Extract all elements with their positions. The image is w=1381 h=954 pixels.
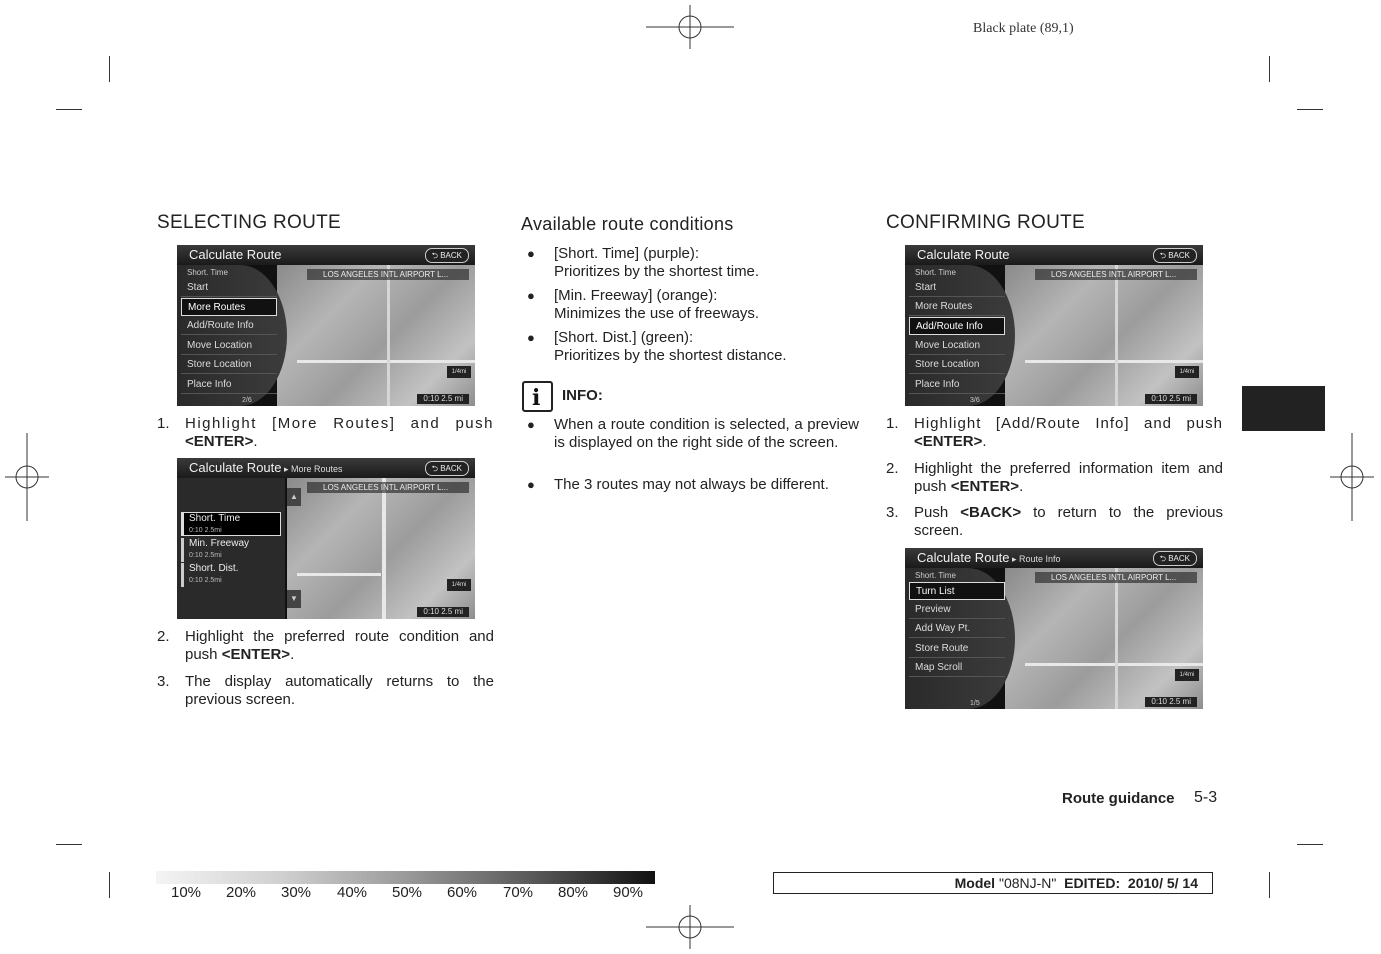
route-list-panel bbox=[177, 478, 298, 619]
model-info-box: Model "08NJ-N" EDITED: 2010/ 5/ 14 bbox=[773, 872, 1213, 894]
map-scale: 1/4mi bbox=[447, 579, 471, 591]
section-title-selecting-route: SELECTING ROUTE bbox=[157, 212, 341, 233]
crop-mark bbox=[56, 109, 82, 110]
page-indicator: 2/6 bbox=[242, 397, 252, 404]
bullet-icon: ● bbox=[527, 330, 535, 345]
density-label: 10% bbox=[171, 884, 202, 901]
menu-item-selected: Turn List bbox=[909, 582, 1005, 600]
menu-item: Store Route bbox=[909, 640, 1005, 658]
address-bar: LOS ANGELES INTL AIRPORT L... bbox=[307, 482, 469, 493]
screen-menu bbox=[905, 265, 1015, 406]
menu-item: Place Info bbox=[181, 376, 277, 394]
map-scale: 1/4mi bbox=[1175, 669, 1199, 681]
menu-item: Preview bbox=[909, 601, 1005, 619]
crop-mark bbox=[56, 844, 82, 845]
registration-mark-bottom bbox=[646, 905, 734, 949]
crop-mark bbox=[1269, 56, 1270, 82]
section-title-route-conditions: Available route conditions bbox=[521, 214, 734, 234]
density-label: 90% bbox=[613, 884, 644, 901]
menu-head: Short. Time bbox=[187, 268, 228, 277]
page-indicator: 1/5 bbox=[970, 700, 980, 707]
crop-mark bbox=[109, 56, 110, 82]
density-label: 30% bbox=[281, 884, 312, 901]
bullet-icon: ● bbox=[527, 246, 535, 261]
map-view bbox=[287, 478, 475, 619]
footer-section-title: Route guidance bbox=[1062, 790, 1175, 807]
menu-item: Start bbox=[181, 279, 277, 297]
bullet-icon: ● bbox=[527, 288, 535, 303]
registration-mark-left bbox=[5, 433, 49, 521]
address-bar: LOS ANGELES INTL AIRPORT L... bbox=[1035, 572, 1197, 583]
menu-item: Store Location bbox=[909, 356, 1005, 374]
nav-screen-calculate-route bbox=[177, 245, 475, 406]
menu-item: Move Location bbox=[181, 337, 277, 355]
menu-item: Add Way Pt. bbox=[909, 620, 1005, 638]
back-button: ⮌ BACK bbox=[425, 461, 469, 476]
screen-menu bbox=[905, 568, 1015, 709]
back-button: ⮌ BACK bbox=[1153, 248, 1197, 263]
back-button: ⮌ BACK bbox=[425, 248, 469, 263]
step-item: 3. The display automatically returns to the previous screen. bbox=[157, 673, 494, 708]
crop-mark bbox=[1297, 844, 1323, 845]
map-scale: 1/4mi bbox=[1175, 366, 1199, 378]
back-icon: ⮌ bbox=[1159, 251, 1169, 260]
back-button: ⮌ BACK bbox=[1153, 551, 1197, 566]
menu-item: More Routes bbox=[909, 298, 1005, 316]
route-option-selected: Short. Time 0:10 2.5mi bbox=[181, 512, 281, 536]
nav-screen-more-routes bbox=[177, 458, 475, 619]
page-number: 5-3 bbox=[1194, 789, 1218, 806]
route-summary: 0:10 2.5 mi bbox=[1145, 697, 1197, 707]
screen-header: Calculate Route bbox=[177, 245, 475, 265]
crop-mark bbox=[1269, 872, 1270, 898]
menu-head: Short. Time bbox=[915, 268, 956, 277]
section-title-confirming-route: CONFIRMING ROUTE bbox=[886, 212, 1086, 233]
route-summary: 0:10 2.5 mi bbox=[417, 394, 469, 404]
bullet-icon: ● bbox=[527, 477, 535, 492]
step-item: 1. Highlight [Add/Route Info] and push <ENTER>. bbox=[886, 415, 1223, 450]
step-item: 2. Highlight the preferred information item and push <ENTER>. bbox=[886, 460, 1223, 495]
registration-mark-top bbox=[646, 5, 734, 49]
step-item: 1. Highlight [More Routes] and push <ENTER>. bbox=[157, 415, 494, 450]
bullet-item: ● [Min. Freeway] (orange): Minimizes the use of freeways. bbox=[527, 287, 760, 322]
map-view bbox=[1005, 568, 1203, 709]
back-icon: ⮌ bbox=[431, 464, 441, 473]
registration-mark-right bbox=[1330, 433, 1374, 521]
info-icon: i bbox=[522, 381, 553, 412]
screen-header: Calculate Route bbox=[905, 245, 1203, 265]
page-indicator: 3/6 bbox=[970, 397, 980, 404]
nav-screen-calculate-route-info bbox=[905, 245, 1203, 406]
map-view bbox=[277, 265, 475, 406]
menu-item-selected: More Routes bbox=[181, 298, 277, 316]
bullet-icon: ● bbox=[527, 417, 535, 432]
info-bullet: ● The 3 routes may not always be different. bbox=[527, 476, 829, 493]
route-option: Min. Freeway 0:10 2.5mi bbox=[181, 538, 281, 562]
plate-label: Black plate (89,1) bbox=[973, 21, 1074, 36]
crop-mark bbox=[1297, 109, 1323, 110]
menu-head: Short. Time bbox=[915, 571, 956, 580]
density-bar bbox=[156, 871, 655, 884]
density-label: 70% bbox=[503, 884, 534, 901]
address-bar: LOS ANGELES INTL AIRPORT L... bbox=[1035, 269, 1197, 280]
step-item: 3. Push <BACK> to return to the previous screen. bbox=[886, 504, 1224, 539]
info-bullet: ● When a route condition is selected, a preview is displayed on the right side of the screen. bbox=[527, 416, 859, 451]
route-option: Short. Dist. 0:10 2.5mi bbox=[181, 563, 281, 587]
screen-header: Calculate Route ▸ More Routes bbox=[177, 458, 475, 478]
menu-item: Start bbox=[909, 279, 1005, 297]
route-summary: 0:10 2.5 mi bbox=[417, 607, 469, 617]
back-icon: ⮌ bbox=[1159, 554, 1169, 563]
density-label: 80% bbox=[558, 884, 589, 901]
bullet-item: ● [Short. Dist.] (green): Prioritizes by the shortest distance. bbox=[527, 329, 787, 364]
screen-menu bbox=[177, 265, 287, 406]
map-view bbox=[1005, 265, 1203, 406]
menu-item: Place Info bbox=[909, 376, 1005, 394]
density-label: 40% bbox=[337, 884, 368, 901]
info-label: INFO: bbox=[562, 387, 603, 404]
menu-item: Map Scroll bbox=[909, 659, 1005, 677]
chapter-tab bbox=[1242, 386, 1325, 431]
step-item: 2. Highlight the preferred route condition and push <ENTER>. bbox=[157, 628, 494, 663]
menu-item-selected: Add/Route Info bbox=[909, 317, 1005, 335]
scroll-up-icon: ▲ bbox=[287, 488, 301, 506]
map-scale: 1/4mi bbox=[447, 366, 471, 378]
crop-mark bbox=[109, 872, 110, 898]
back-icon: ⮌ bbox=[431, 251, 441, 260]
screen-header: Calculate Route ▸ Route Info bbox=[905, 548, 1203, 568]
address-bar: LOS ANGELES INTL AIRPORT L... bbox=[307, 269, 469, 280]
bullet-item: ● [Short. Time] (purple): Prioritizes by the shortest time. bbox=[527, 245, 760, 280]
nav-screen-route-info bbox=[905, 548, 1203, 709]
density-label: 20% bbox=[226, 884, 257, 901]
menu-item: Move Location bbox=[909, 337, 1005, 355]
route-summary: 0:10 2.5 mi bbox=[1145, 394, 1197, 404]
menu-item: Store Location bbox=[181, 356, 277, 374]
density-label: 50% bbox=[392, 884, 423, 901]
menu-item: Add/Route Info bbox=[181, 317, 277, 335]
density-label: 60% bbox=[447, 884, 478, 901]
scroll-down-icon: ▼ bbox=[287, 590, 301, 608]
